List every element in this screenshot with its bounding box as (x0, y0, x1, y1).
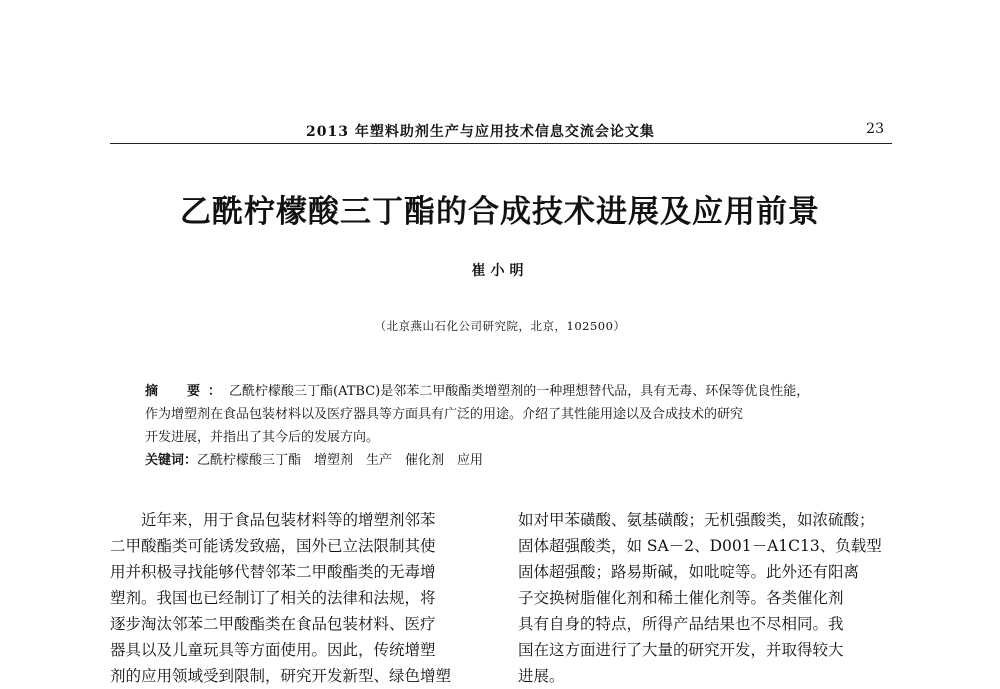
body-line: 剂的应用领域受到限制，研究开发新型、绿色增塑 (110, 667, 452, 685)
body-column-right (518, 507, 896, 689)
paper-title: 乙酰柠檬酸三丁酯的合成技术进展及应用前景 (180, 194, 820, 230)
keywords-text: 乙酰柠檬酸三丁酯 增塑剂 生产 催化剂 应用 (197, 453, 484, 468)
body-line: 器具以及儿童玩具等方面使用。因此，传统增塑 (110, 641, 436, 659)
journal-title: 2013 年塑料助剂生产与应用技术信息交流会论文集 (306, 124, 655, 140)
body-line: 用并积极寻找能够代替邻苯二甲酸酯类的无毒增 (110, 563, 436, 581)
abstract-line: 开发进展，并指出了其今后的发展方向。 (145, 430, 380, 445)
author-name: 崔小明 (471, 263, 529, 279)
keywords-line (145, 449, 865, 472)
body-line: 具有自身的特点，所得产品结果也不尽相同。我 (518, 615, 844, 633)
body-line: 如对甲苯磺酸、氨基磺酸；无机强酸类，如浓硫酸； (518, 511, 875, 529)
body-column-left (110, 507, 488, 689)
abstract-label: 摘 要： (145, 384, 230, 399)
abstract-block (145, 380, 865, 472)
author-affiliation: （北京燕山石化公司研究院，北京，102500） (374, 319, 626, 333)
body-line: 二甲酸酯类可能诱发致癌，国外已立法限制其使 (110, 537, 436, 555)
body-line: 逐步淘汰邻苯二甲酸酯类在食品包装材料、医疗 (110, 615, 436, 633)
page-number: 23 (866, 121, 884, 137)
body-line: 固体超强酸类，如 SA－2、D001－A1C13、负载型 (518, 537, 882, 555)
body-line: 塑剂。我国也已经制订了相关的法律和法规，将 (110, 589, 436, 607)
abstract-line: 作为增塑剂在食品包装材料以及医疗器具等方面具有广泛的用途。介绍了其性能用途以及合成技术的研究 (145, 407, 744, 422)
running-header (110, 120, 892, 146)
body-line: 国在这方面进行了大量的研究开发，并取得较大 (518, 641, 844, 659)
body-line: 近年来，用于食品包装材料等的增塑剂邻苯 (110, 511, 436, 529)
body-line: 子交换树脂催化剂和稀土催化剂等。各类催化剂 (518, 589, 844, 607)
abstract-line (145, 380, 865, 403)
abstract-text: 乙酰柠檬酸三丁酯(ATBC)是邻苯二甲酸酯类增塑剂的一种理想替代品，具有无毒、环保等优良性能， (229, 384, 810, 399)
keywords-label: 关键词： (145, 453, 198, 468)
header-rule (110, 143, 892, 144)
body-line: 进展。 (518, 667, 565, 685)
body-line: 固体超强酸；路易斯碱，如吡啶等。此外还有阳离 (518, 563, 860, 581)
